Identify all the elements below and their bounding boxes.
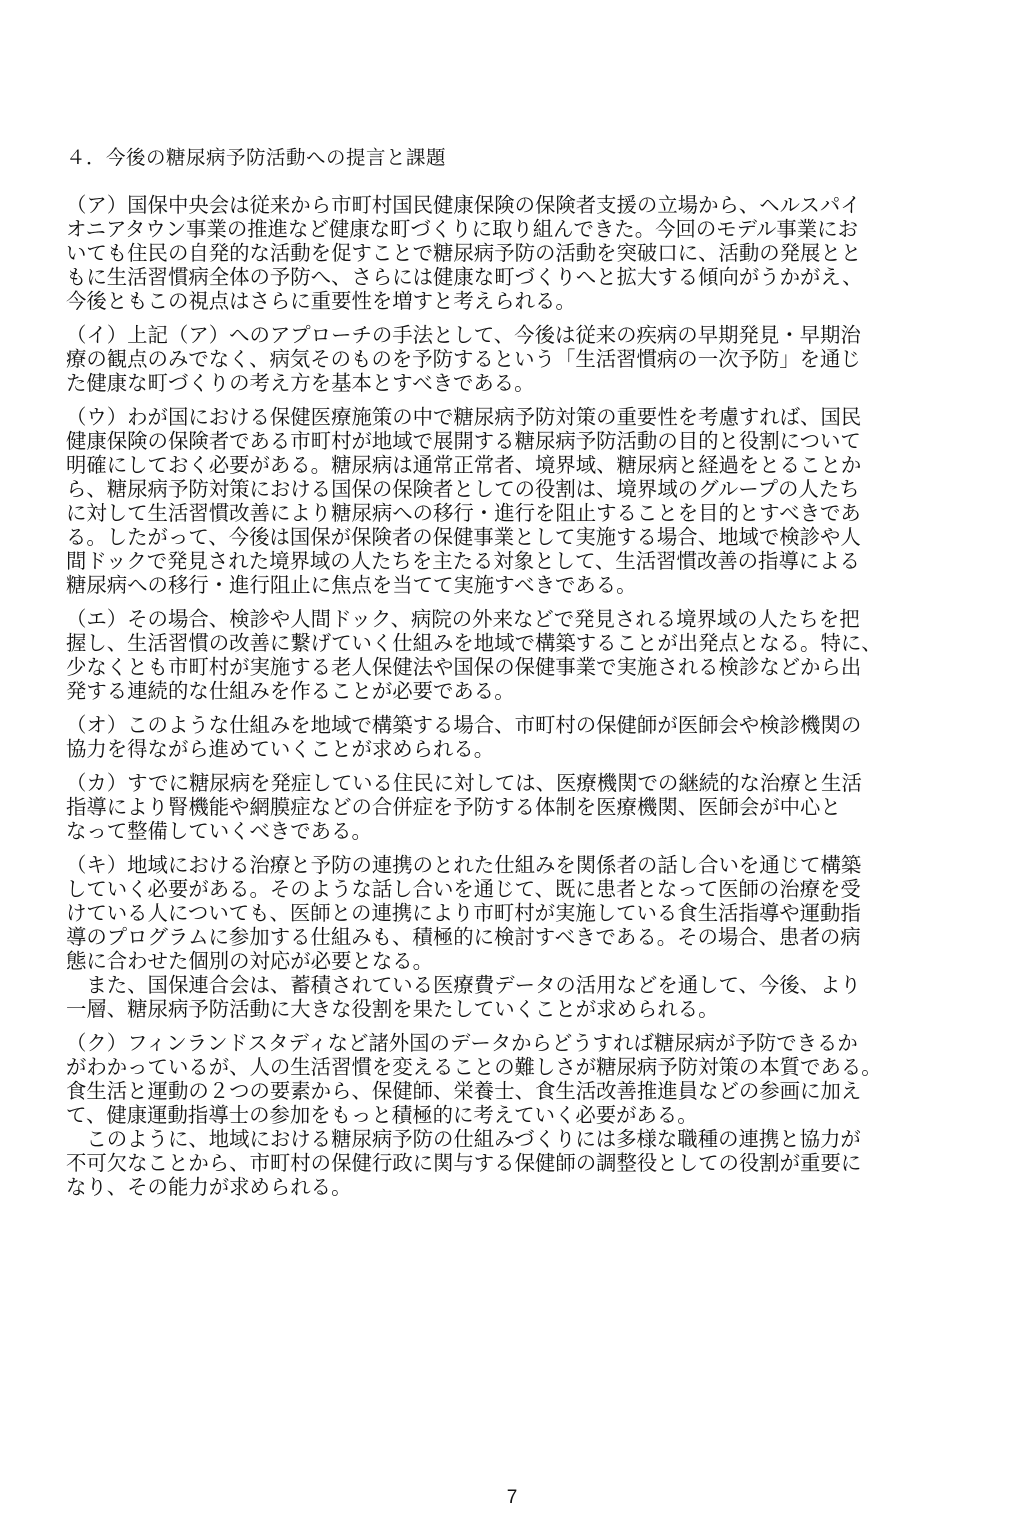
text-line: 握し、生活習慣の改善に繋げていく仕組みを地域で構築することが出発点となる。特に、	[66, 631, 882, 655]
text-line: （エ）その場合、検診や人間ドック、病院の外来などで発見される境界域の人たちを把	[66, 607, 860, 631]
text-line: （ク）フィンランドスタディなど諸外国のデータからどうすれば糖尿病が予防できるか	[66, 1031, 858, 1055]
text-line: もに生活習慣病全体の予防へ、さらには健康な町づくりへと拡大する傾向がうかがえ、	[66, 265, 863, 289]
text-line: 少なくとも市町村が実施する老人保健法や国保の保健事業で実施される検診などから出	[66, 655, 862, 679]
paragraph-u	[66, 405, 958, 597]
section-heading: ４．今後の糖尿病予防活動への提言と課題	[66, 146, 447, 169]
text-line: 健康保険の保険者である市町村が地域で展開する糖尿病予防活動の目的と役割について	[66, 429, 861, 453]
text-line: （カ）すでに糖尿病を発症している住民に対しては、医療機関での継続的な治療と生活	[66, 771, 862, 795]
text-line: ら、糖尿病予防対策における国保の保険者としての役割は、境界域のグループの人たち	[66, 477, 860, 501]
text-line: （ア）国保中央会は従来から市町村国民健康保険の保険者支援の立場から、ヘルスパイ	[66, 193, 861, 217]
text-line: 不可欠なことから、市町村の保健行政に関与する保健師の調整役としての役割が重要に	[66, 1151, 862, 1175]
text-line: （オ）このような仕組みを地域で構築する場合、市町村の保健師が医師会や検診機関の	[66, 713, 862, 737]
text-line: 態に合わせた個別の対応が必要となる。	[66, 949, 434, 973]
text-line: オニアタウン事業の推進など健康な町づくりに取り組んできた。今回のモデル事業にお	[66, 217, 858, 241]
text-line: 指導により腎機能や網膜症などの合併症を予防する体制を医療機関、医師会が中心と	[66, 795, 841, 819]
text-line: していく必要がある。そのような話し合いを通じて、既に患者となって医師の治療を受	[66, 877, 861, 901]
text-line: 導のプログラムに参加する仕組みも、積極的に検討すべきである。その場合、患者の病	[66, 925, 861, 949]
paragraph-ku	[66, 1031, 958, 1199]
text-line: けている人についても、医師との連携により市町村が実施している食生活指導や運動指	[66, 901, 861, 925]
text-line: なって整備していくべきである。	[66, 819, 372, 843]
text-line: （キ）地域における治療と予防の連携のとれた仕組みを関係者の話し合いを通じて構築	[66, 853, 862, 877]
text-line: 協力を得ながら進めていくことが求められる。	[66, 737, 495, 761]
text-line: 療の観点のみでなく、病気そのものを予防するという「生活習慣病の一次予防」を通じ	[66, 347, 861, 371]
text-line: た健康な町づくりの考え方を基本とすべきである。	[66, 371, 535, 395]
text-line: 糖尿病への移行・進行阻止に焦点を当てて実施すべきである。	[66, 573, 637, 597]
text-line: いても住民の自発的な活動を促すことで糖尿病予防の活動を突破口に、活動の発展とと	[66, 241, 862, 265]
text-line: このように、地域における糖尿病予防の仕組みづくりには多様な職種の連携と協力が	[66, 1127, 861, 1151]
text-line: て、健康運動指導士の参加をもっと積極的に考えていく必要がある。	[66, 1103, 698, 1127]
body-text	[66, 193, 958, 1199]
paragraph-ka	[66, 771, 958, 843]
paragraph-ki	[66, 853, 958, 1021]
text-line: （イ）上記（ア）へのアプローチの手法として、今後は従来の疾病の早期発見・早期治	[66, 323, 861, 347]
text-line: また、国保連合会は、蓄積されている医療費データの活用などを通して、今後、より	[66, 973, 861, 997]
text-line: 発する連続的な仕組みを作ることが必要である。	[66, 679, 515, 703]
paragraph-o	[66, 713, 958, 761]
paragraph-i	[66, 323, 958, 395]
page-number: 7	[506, 1487, 518, 1508]
text-line: がわかっているが、人の生活習慣を変えることの難しさが糖尿病予防対策の本質である。	[66, 1055, 882, 1079]
text-line: なり、その能力が求められる。	[66, 1175, 352, 1199]
text-line: 食生活と運動の２つの要素から、保健師、栄養士、食生活改善推進員などの参画に加え	[66, 1079, 862, 1103]
text-line: 間ドックで発見された境界域の人たちを主たる対象として、生活習慣改善の指導による	[66, 549, 861, 573]
paragraph-a	[66, 193, 958, 313]
text-line: る。したがって、今後は国保が保険者の保健事業として実施する場合、地域で検診や人	[66, 525, 861, 549]
text-line: に対して生活習慣改善により糖尿病への移行・進行を阻止することを目的とすべきであ	[66, 501, 861, 525]
paragraph-e	[66, 607, 958, 703]
text-line: 明確にしておく必要がある。糖尿病は通常正常者、境界域、糖尿病と経過をとることか	[66, 453, 862, 477]
text-line: 一層、糖尿病予防活動に大きな役割を果たしていくことが求められる。	[66, 997, 719, 1021]
text-line: 今後ともこの視点はさらに重要性を増すと考えられる。	[66, 289, 576, 313]
text-line: （ウ）わが国における保健医療施策の中で糖尿病予防対策の重要性を考慮すれば、国民	[66, 405, 862, 429]
